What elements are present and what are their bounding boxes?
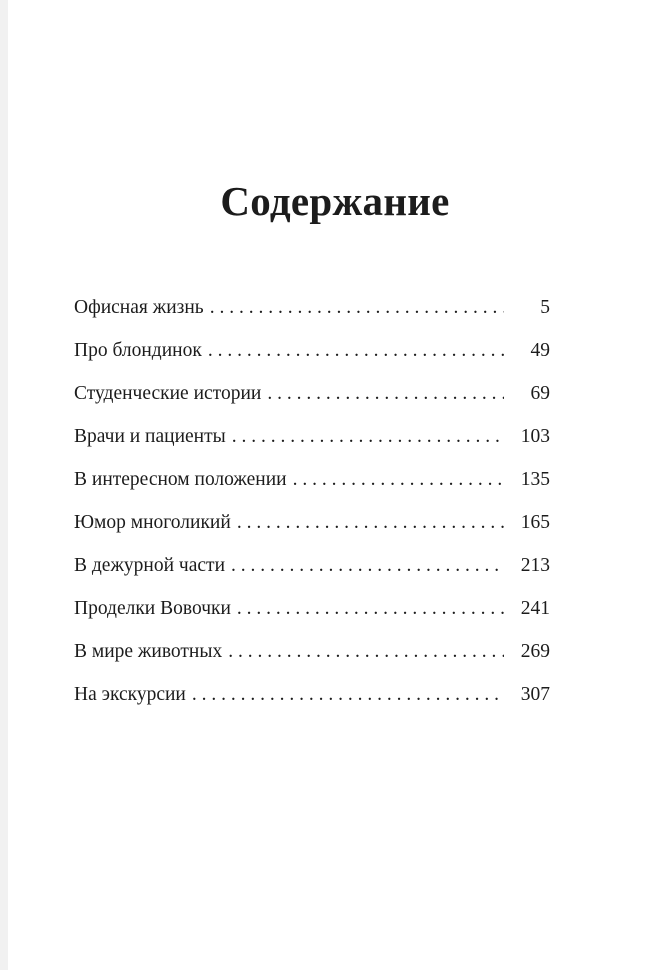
toc-dot-leader xyxy=(232,415,504,458)
toc-entry-title: В интересном положении xyxy=(74,469,287,490)
toc-entry-page: 69 xyxy=(530,383,550,404)
toc-entry xyxy=(74,501,550,544)
toc-entry-title: Врачи и пациенты xyxy=(74,426,226,447)
toc-entry-title: В мире животных xyxy=(74,641,223,662)
toc-entry-page: 269 xyxy=(520,641,550,662)
toc-entry-page: 103 xyxy=(520,426,550,447)
table-of-contents xyxy=(74,286,550,716)
toc-entry xyxy=(74,544,550,587)
toc-entry xyxy=(74,415,550,458)
toc-entry xyxy=(74,372,550,415)
toc-dot-leader xyxy=(267,372,504,415)
toc-entry-page: 135 xyxy=(520,469,550,490)
toc-entry-page: 241 xyxy=(520,598,550,619)
toc-entry-title: На экскурсии xyxy=(74,684,186,705)
toc-dot-leader xyxy=(228,630,504,673)
toc-entry-title: Офисная жизнь xyxy=(74,297,204,318)
toc-entry xyxy=(74,630,550,673)
toc-entry-title: Проделки Вовочки xyxy=(74,598,231,619)
toc-dot-leader xyxy=(293,458,504,501)
toc-entry xyxy=(74,286,550,329)
toc-entry-page: 213 xyxy=(520,555,550,576)
book-page xyxy=(8,0,662,970)
toc-dot-leader xyxy=(208,329,504,372)
toc-dot-leader xyxy=(237,587,504,630)
toc-entry-page: 165 xyxy=(520,512,550,533)
toc-dot-leader xyxy=(237,501,504,544)
toc-entry xyxy=(74,587,550,630)
toc-dot-leader xyxy=(192,673,504,716)
toc-entry-page: 5 xyxy=(540,297,550,318)
toc-entry xyxy=(74,329,550,372)
toc-entry-page: 49 xyxy=(530,340,550,361)
toc-entry xyxy=(74,673,550,716)
page-title: Содержание xyxy=(220,178,450,224)
toc-dot-leader xyxy=(231,544,504,587)
toc-entry-title: Про блондинок xyxy=(74,340,202,361)
toc-entry-title: В дежурной части xyxy=(74,555,226,576)
toc-entry xyxy=(74,458,550,501)
toc-entry-title: Студенческие истории xyxy=(74,383,262,404)
toc-entry-page: 307 xyxy=(520,684,550,705)
toc-dot-leader xyxy=(210,286,504,329)
toc-entry-title: Юмор многоликий xyxy=(74,512,231,533)
